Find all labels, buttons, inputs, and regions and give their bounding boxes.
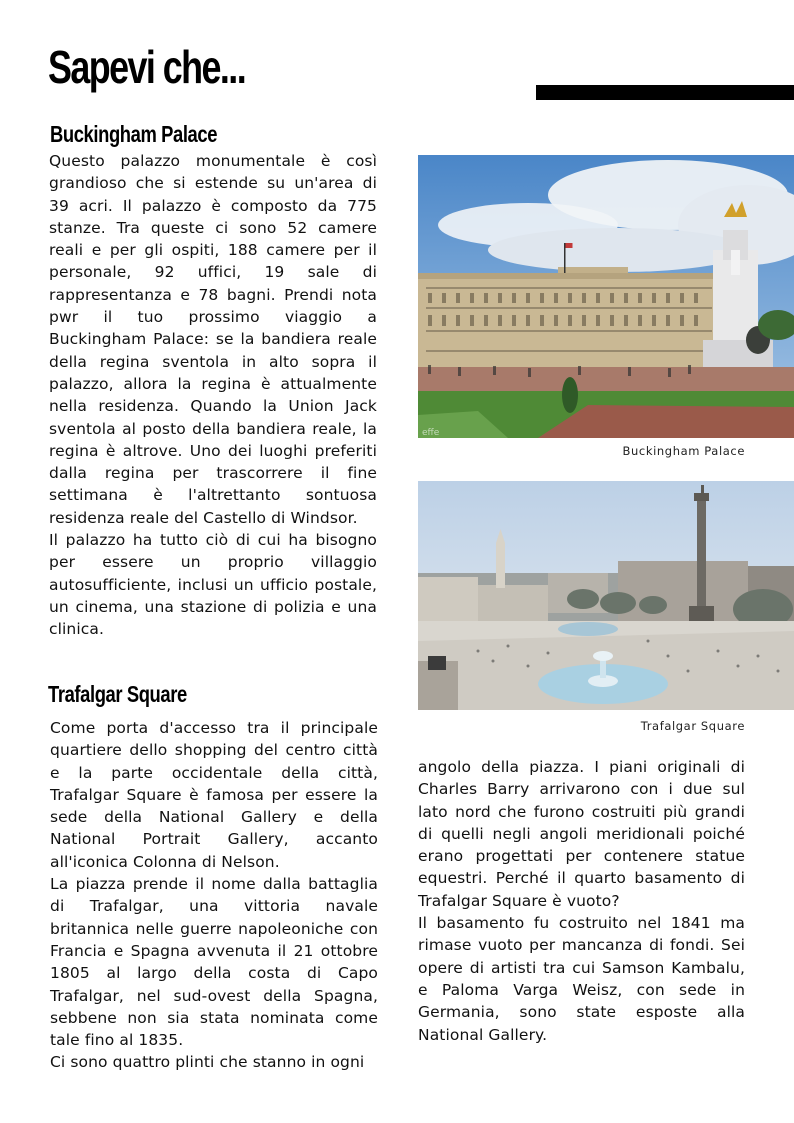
paragraph: Questo palazzo monumentale è così grandioso che si estende su un'area di 39 acri. Il palazzo è composto da 775 stanze. Tra queste ci sono 52 camere reali e per gli ospiti, 188 camere per il personale, 92 uffici, 19 sale di rappresentanza e 78 bagni. Prendi nota pwr il tuo prossimo viaggio a Buckingham Palace: se la bandiera reale della regina sventola in alto sopra il palazzo, allora la regina è attualmente nella residenza. Quando la Union Jack sventola al posto della bandiera reale, la regina è altrove. Uno dei luoghi preferiti dalla regina per trascorrere il fine settimana è l'altrettanto sontuosa residenza reale del Castello di Windsor. [49, 152, 377, 527]
title-rule [536, 85, 794, 100]
paragraph: La piazza prende il nome dalla battaglia di Trafalgar, una vittoria navale britannica nelle guerre napoleoniche con Francia e Spagna avvenuta il 21 ottobre 1805 al largo della costa di Capo Trafalgar, nel sud-ovest della Spagna, sebbene non sia stata nominata come tale fino al 1835. [50, 875, 378, 1050]
paragraph: Il palazzo ha tutto ciò di cui ha bisogno per essere un proprio villaggio autosufficiente, inclusi un ufficio postale, un cinema, una stazione di polizia e una clinica. [49, 531, 377, 639]
trafalgar-square-illustration [418, 481, 794, 710]
section-heading-trafalgar: Trafalgar Square [48, 681, 187, 707]
paragraph: Il basamento fu costruito nel 1841 ma rimase vuoto per mancanza di fondi. Sei opere di artisti tra cui Samson Kambalu, e Paloma Varga Weisz, con sede in Germania, sono state esposte alla National Gallery. [418, 914, 745, 1044]
paragraph: angolo della piazza. I piani originali di Charles Barry arrivarono con i due sul lato nord che furono costruiti più grandi di quelli negli angoli meridionali poiché erano progettati per contenere statue equestri. Perché il quarto basamento di Trafalgar Square è vuoto? [418, 758, 745, 910]
section-heading-buckingham: Buckingham Palace [50, 121, 218, 147]
trafalgar-square-photo [418, 481, 794, 710]
page-title: Sapevi che... [48, 41, 246, 93]
paragraph: Come porta d'accesso tra il principale quartiere dello shopping del centro città e la parte occidentale della città, Trafalgar Square è famosa per essere la sede della National Gallery e della National Portrait Gallery, accanto all'iconica Colonna di Nelson. [50, 719, 378, 871]
buckingham-palace-illustration [418, 155, 794, 438]
section-body-trafalgar-col1 [50, 717, 378, 1074]
buckingham-palace-photo [418, 155, 794, 438]
paragraph: Ci sono quattro plinti che stanno in ogni [50, 1053, 365, 1072]
trafalgar-photo-caption: Trafalgar Square [640, 719, 745, 733]
buckingham-photo-caption: Buckingham Palace [622, 444, 745, 458]
photo-watermark: effe [422, 428, 440, 438]
section-body-buckingham [49, 150, 377, 641]
section-body-trafalgar-col2 [418, 756, 745, 1046]
